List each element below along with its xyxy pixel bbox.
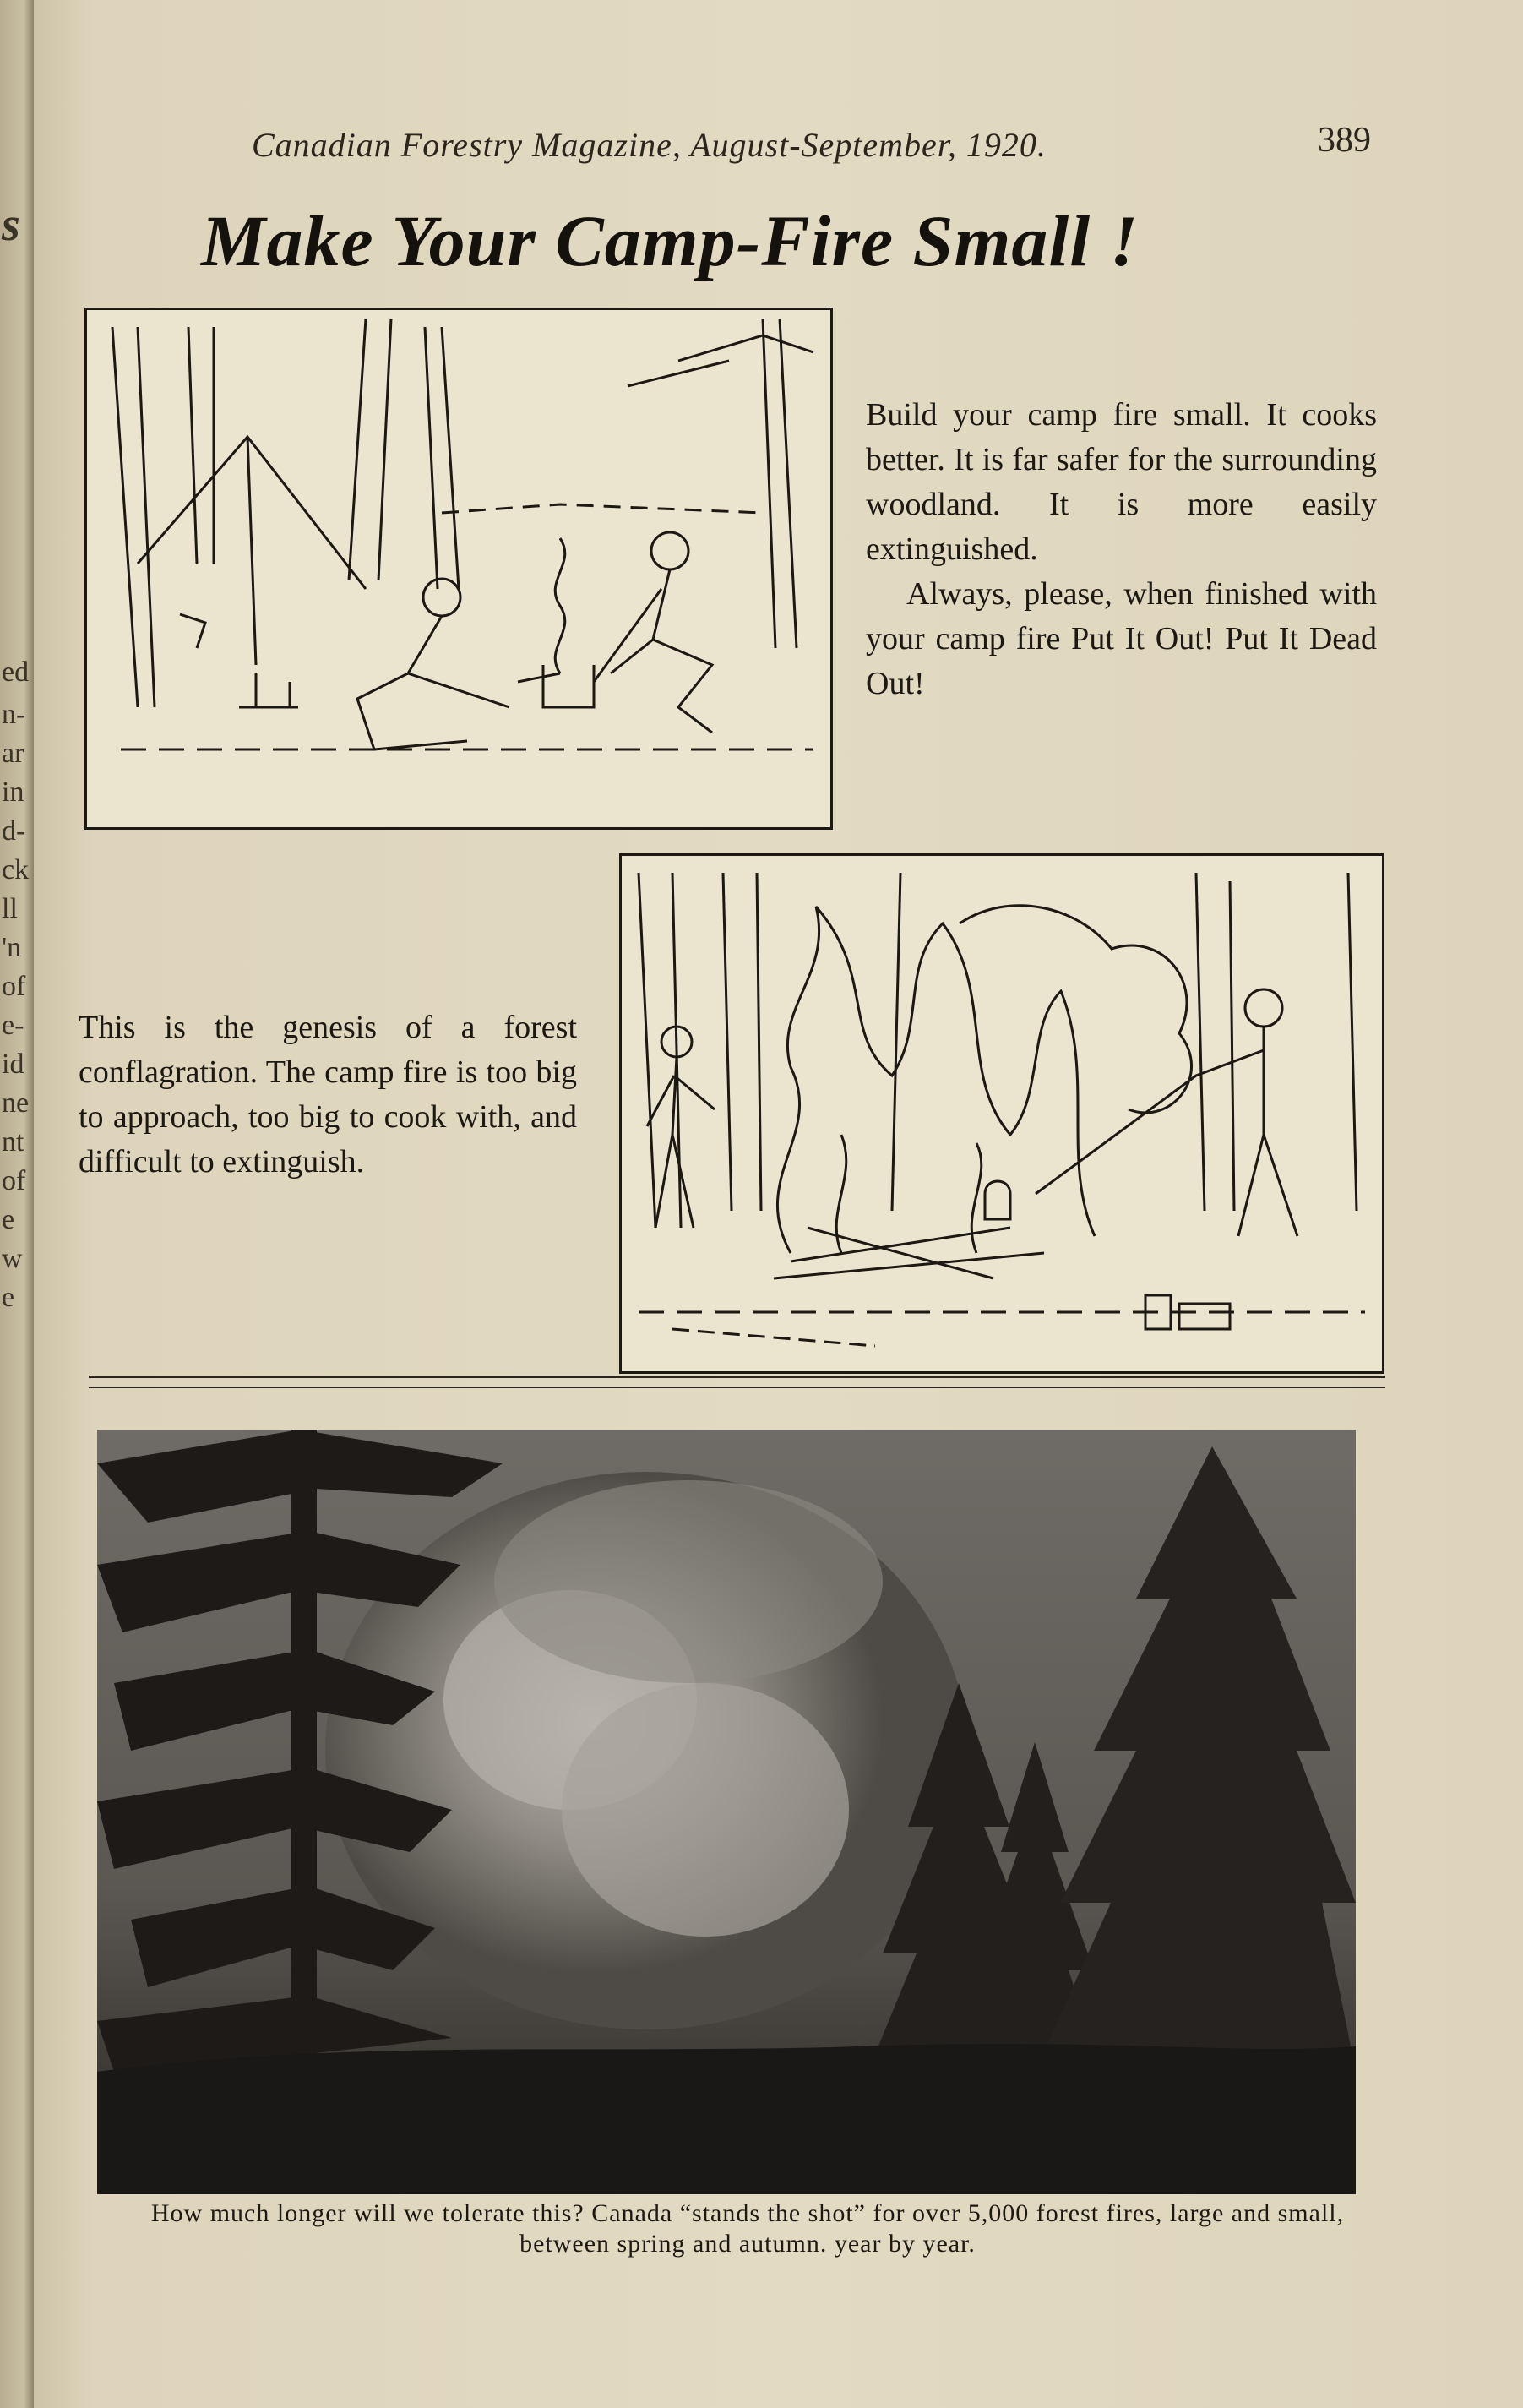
- left-margin-fragment: of: [2, 971, 26, 1002]
- left-margin-fragment: e: [2, 1282, 15, 1313]
- conflagration-text: This is the genesis of a forest conflagration. The camp fire is too big to approach, too big to cook with, and difficult to extinguish.: [79, 1010, 577, 1179]
- left-margin-fragment: 'n: [2, 932, 22, 963]
- left-margin-fragment: n-: [2, 699, 26, 730]
- section-divider-top: [89, 1376, 1385, 1378]
- left-margin-fragment: of: [2, 1165, 26, 1196]
- left-margin-fragment: ll: [2, 893, 18, 924]
- left-margin-fragment: s: [2, 199, 20, 251]
- page-number: 389: [1318, 121, 1371, 160]
- section-divider-bottom: [89, 1387, 1385, 1388]
- running-head: Canadian Forestry Magazine, August-September, 1920.: [252, 126, 1047, 164]
- left-margin-fragment: w: [2, 1243, 23, 1274]
- advice-paragraph-2: Always, please, when finished with your camp fire Put It Out! Put It Dead Out!: [866, 576, 1377, 701]
- advice-paragraph-1: Build your camp fire small. It cooks better. It is far safer for the surrounding woodland. It is more easily extinguished.: [866, 397, 1377, 567]
- small-campfire-drawing: [87, 310, 830, 827]
- forest-fire-photograph: [97, 1430, 1356, 2194]
- article-title: Make Your Camp-Fire Small !: [201, 200, 1140, 281]
- left-margin-fragment: e-: [2, 1010, 24, 1041]
- left-margin-fragment: ne: [2, 1087, 30, 1119]
- campfire-advice-text: [866, 393, 1377, 706]
- left-margin-fragment: ck: [2, 854, 30, 885]
- photo-caption: How much longer will we tolerate this? Canada “stands the shot” for over 5,000 forest fires, large and small, between spring and autumn. year by year.: [150, 2199, 1345, 2258]
- small-campfire-illustration: [84, 308, 833, 830]
- forest-fire-photo-image: [97, 1430, 1356, 2194]
- left-margin-fragment: id: [2, 1049, 24, 1080]
- left-margin-fragment: e: [2, 1204, 15, 1235]
- left-margin-fragment: ed: [2, 656, 30, 688]
- left-margin-fragment: ar: [2, 738, 24, 769]
- large-campfire-drawing: [622, 856, 1382, 1371]
- large-campfire-illustration: [619, 853, 1384, 1374]
- left-margin-fragment: d-: [2, 815, 26, 847]
- adjacent-page-edge: [0, 0, 34, 2408]
- left-margin-fragment: in: [2, 776, 24, 808]
- left-margin-fragment: nt: [2, 1126, 24, 1158]
